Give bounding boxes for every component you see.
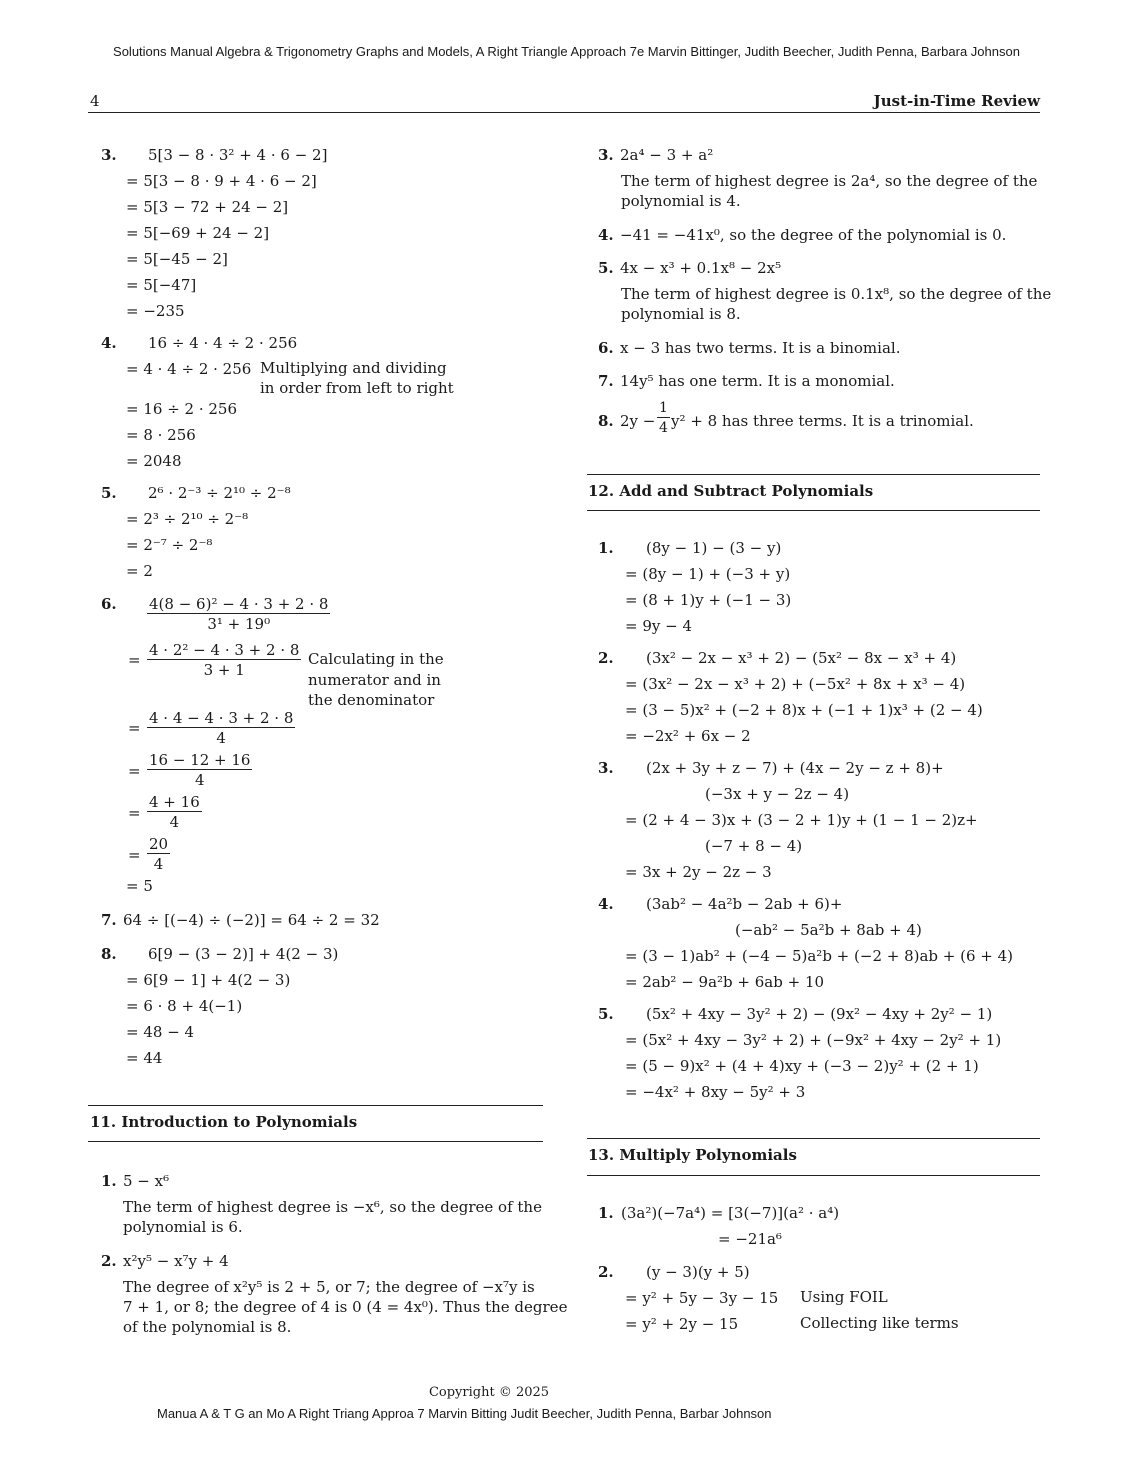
explanation: polynomial is 4.	[621, 192, 741, 210]
problem-number: 1.	[101, 1172, 117, 1190]
problem-number: 7.	[101, 911, 117, 929]
section-title-13: 13. Multiply Polynomials	[588, 1146, 797, 1164]
math-line: = (3 − 1)ab² + (−4 − 5)a²b + (−2 + 8)ab + (6 + 4)	[625, 947, 1014, 965]
explanation: The term of highest degree is 0.1x⁸, so the degree of the	[621, 285, 1052, 303]
equals-sign: =	[128, 762, 141, 780]
explanation: The term of highest degree is 2a⁴, so the degree of the	[621, 172, 1038, 190]
math-line: (−7 + 8 − 4)	[705, 837, 803, 855]
math-line: = −2x² + 6x − 2	[625, 727, 751, 745]
section-rule	[587, 510, 1040, 511]
math-line: = −4x² + 8xy − 5y² + 3	[625, 1083, 806, 1101]
math-line: = (8 + 1)y + (−1 − 3)	[625, 591, 792, 609]
math-line: −41 = −41x⁰, so the degree of the polynomial is 0.	[620, 226, 1007, 244]
math-line: 64 ÷ [(−4) ÷ (−2)] = 64 ÷ 2 = 32	[123, 911, 380, 929]
problem-number: 1.	[598, 539, 614, 557]
math-line: = 9y − 4	[625, 617, 693, 635]
math-line: (5x² + 4xy − 3y² + 2) − (9x² − 4xy + 2y² − 1)	[646, 1005, 993, 1023]
problem-number: 2.	[101, 1252, 117, 1270]
math-line: = 3x + 2y − 2z − 3	[625, 863, 772, 881]
fraction	[147, 641, 301, 679]
problem-number: 5.	[598, 259, 614, 277]
math-line: = −235	[126, 302, 185, 320]
math-line: 16 ÷ 4 · 4 ÷ 2 · 256	[148, 334, 298, 352]
problem-number: 5.	[598, 1005, 614, 1023]
math-line: = 2ab² − 9a²b + 6ab + 10	[625, 973, 825, 991]
footer-banner: Manua A & T G an Mo A Right Triang Approa 7 Marvin Bitting Judit Beecher, Judith Penna, Barbar Johnson	[157, 1406, 772, 1421]
fraction	[657, 399, 670, 437]
math-line: (−3x + y − 2z − 4)	[705, 785, 850, 803]
math-line: = 44	[126, 1049, 163, 1067]
math-line: = 2⁻⁷ ÷ 2⁻⁸	[126, 536, 213, 554]
header-rule	[88, 112, 1040, 113]
math-line: (3x² − 2x − x³ + 2) − (5x² − 8x − x³ + 4)	[646, 649, 957, 667]
math-line: 2y −	[620, 412, 656, 430]
explanation: 7 + 1, or 8; the degree of 4 is 0 (4 = 4x⁰). Thus the degree	[123, 1298, 568, 1316]
math-line: = (3x² − 2x − x³ + 2) + (−5x² + 8x + x³ − 4)	[625, 675, 966, 693]
equals-sign: =	[128, 846, 141, 864]
problem-number: 5.	[101, 484, 117, 502]
annotation: the denominator	[308, 691, 435, 709]
problem-number: 7.	[598, 372, 614, 390]
math-line: (2x + 3y + z − 7) + (4x − 2y − z + 8)+	[646, 759, 944, 777]
math-line: = 6[9 − 1] + 4(2 − 3)	[126, 971, 291, 989]
denominator: 4	[659, 420, 668, 436]
math-line: 6[9 − (3 − 2)] + 4(2 − 3)	[148, 945, 339, 963]
math-line: = 5[−47]	[126, 276, 197, 294]
fraction	[147, 709, 295, 747]
math-line: 2⁶ · 2⁻³ ÷ 2¹⁰ ÷ 2⁻⁸	[148, 484, 291, 502]
source-banner: Solutions Manual Algebra & Trigonometry Graphs and Models, A Right Triangle Approach 7e Marvin Bittinger, Judith Beecher, Judith Penna, Barbara Johnson	[113, 44, 1020, 59]
math-line: x − 3 has two terms. It is a binomial.	[620, 339, 901, 357]
denominator: 4	[153, 855, 164, 873]
section-rule	[587, 1138, 1040, 1139]
math-line: = y² + 2y − 15	[625, 1315, 739, 1333]
problem-number: 4.	[101, 334, 117, 352]
section-title-11: 11. Introduction to Polynomials	[90, 1113, 358, 1131]
explanation: polynomial is 6.	[123, 1218, 243, 1236]
denominator: 4	[216, 729, 226, 747]
problem-number: 8.	[101, 945, 117, 963]
math-line: = −21a⁶	[718, 1230, 782, 1248]
math-line: = (8y − 1) + (−3 + y)	[625, 565, 791, 583]
fraction	[147, 595, 330, 633]
section-title-12: 12. Add and Subtract Polynomials	[588, 482, 874, 500]
explanation: of the polynomial is 8.	[123, 1318, 292, 1336]
annotation: Collecting like terms	[800, 1314, 959, 1332]
math-line: = (5x² + 4xy − 3y² + 2) + (−9x² + 4xy − 2y² + 1)	[625, 1031, 1002, 1049]
denominator: 3 + 1	[203, 661, 245, 679]
numerator: 1	[659, 400, 668, 416]
denominator: 3¹ + 19⁰	[207, 615, 271, 633]
annotation: in order from left to right	[260, 379, 454, 397]
problem-number: 4.	[598, 226, 614, 244]
problem-number: 6.	[598, 339, 614, 357]
math-line: = 2	[126, 562, 153, 580]
problem-number: 8.	[598, 412, 614, 430]
problem-number: 4.	[598, 895, 614, 913]
numerator: 4(8 − 6)² − 4 · 3 + 2 · 8	[149, 595, 329, 613]
math-line: (3a²)(−7a⁴) = [3(−7)](a² · a⁴)	[621, 1204, 840, 1222]
math-line: = 2048	[126, 452, 182, 470]
math-line: = y² + 5y − 3y − 15	[625, 1289, 779, 1307]
page-number: 4	[90, 92, 100, 110]
annotation: Multiplying and dividing	[260, 359, 447, 377]
explanation: The degree of x²y⁵ is 2 + 5, or 7; the degree of −x⁷y is	[123, 1278, 535, 1296]
math-line: 2a⁴ − 3 + a²	[620, 146, 714, 164]
fraction	[147, 835, 170, 873]
denominator: 4	[169, 813, 180, 831]
section-rule	[587, 1175, 1040, 1176]
math-line: = 2³ ÷ 2¹⁰ ÷ 2⁻⁸	[126, 510, 249, 528]
equals-sign: =	[128, 804, 141, 822]
fraction	[147, 751, 252, 789]
explanation: The term of highest degree is −x⁶, so the degree of the	[123, 1198, 542, 1216]
problem-number: 3.	[101, 146, 117, 164]
problem-number: 1.	[598, 1204, 614, 1222]
annotation: numerator and in	[308, 671, 441, 689]
math-line: = 8 · 256	[126, 426, 196, 444]
denominator: 4	[194, 771, 205, 789]
math-line: = 5	[126, 877, 153, 895]
numerator: 4 · 2² − 4 · 3 + 2 · 8	[149, 641, 300, 659]
section-rule	[88, 1141, 543, 1142]
math-line: = 4 · 4 ÷ 2 · 256	[126, 360, 252, 378]
numerator: 20	[149, 835, 169, 853]
numerator: 4 + 16	[149, 793, 200, 811]
math-line: = 6 · 8 + 4(−1)	[126, 997, 243, 1015]
math-line: 5[3 − 8 · 3² + 4 · 6 − 2]	[148, 146, 328, 164]
problem-number: 2.	[598, 649, 614, 667]
annotation: Using FOIL	[800, 1288, 888, 1306]
problem-number: 3.	[598, 759, 614, 777]
running-head: Just-in-Time Review	[873, 92, 1040, 110]
section-rule	[88, 1105, 543, 1106]
math-line: y² + 8 has three terms. It is a trinomial.	[671, 412, 974, 430]
annotation: Calculating in the	[308, 650, 444, 668]
math-line: (y − 3)(y + 5)	[646, 1263, 750, 1281]
numerator: 4 · 4 − 4 · 3 + 2 · 8	[149, 709, 294, 727]
math-line: 4x − x³ + 0.1x⁸ − 2x⁵	[620, 259, 782, 277]
copyright-notice: Copyright © 2025	[428, 1385, 550, 1400]
math-line: = 5[3 − 72 + 24 − 2]	[126, 198, 289, 216]
math-line: (3ab² − 4a²b − 2ab + 6)+	[646, 895, 843, 913]
math-line: = 5[3 − 8 · 9 + 4 · 6 − 2]	[126, 172, 317, 190]
math-line: = 16 ÷ 2 · 256	[126, 400, 238, 418]
math-line: (−ab² − 5a²b + 8ab + 4)	[735, 921, 922, 939]
math-line: 5 − x⁶	[123, 1172, 170, 1190]
math-line: (8y − 1) − (3 − y)	[646, 539, 782, 557]
math-line: = 5[−45 − 2]	[126, 250, 228, 268]
equals-sign: =	[128, 651, 141, 669]
equals-sign: =	[128, 719, 141, 737]
math-line: = (3 − 5)x² + (−2 + 8)x + (−1 + 1)x³ + (2 − 4)	[625, 701, 983, 719]
math-line: = 5[−69 + 24 − 2]	[126, 224, 270, 242]
explanation: polynomial is 8.	[621, 305, 741, 323]
math-line: x²y⁵ − x⁷y + 4	[123, 1252, 229, 1270]
math-line: = (5 − 9)x² + (4 + 4)xy + (−3 − 2)y² + (2 + 1)	[625, 1057, 979, 1075]
section-rule	[587, 474, 1040, 475]
fraction	[147, 793, 202, 831]
numerator: 16 − 12 + 16	[149, 751, 251, 769]
math-line: = 48 − 4	[126, 1023, 195, 1041]
problem-number: 6.	[101, 595, 117, 613]
problem-number: 3.	[598, 146, 614, 164]
math-line: = (2 + 4 − 3)x + (3 − 2 + 1)y + (1 − 1 − 2)z+	[625, 811, 978, 829]
problem-number: 2.	[598, 1263, 614, 1281]
math-line: 14y⁵ has one term. It is a monomial.	[620, 372, 895, 390]
